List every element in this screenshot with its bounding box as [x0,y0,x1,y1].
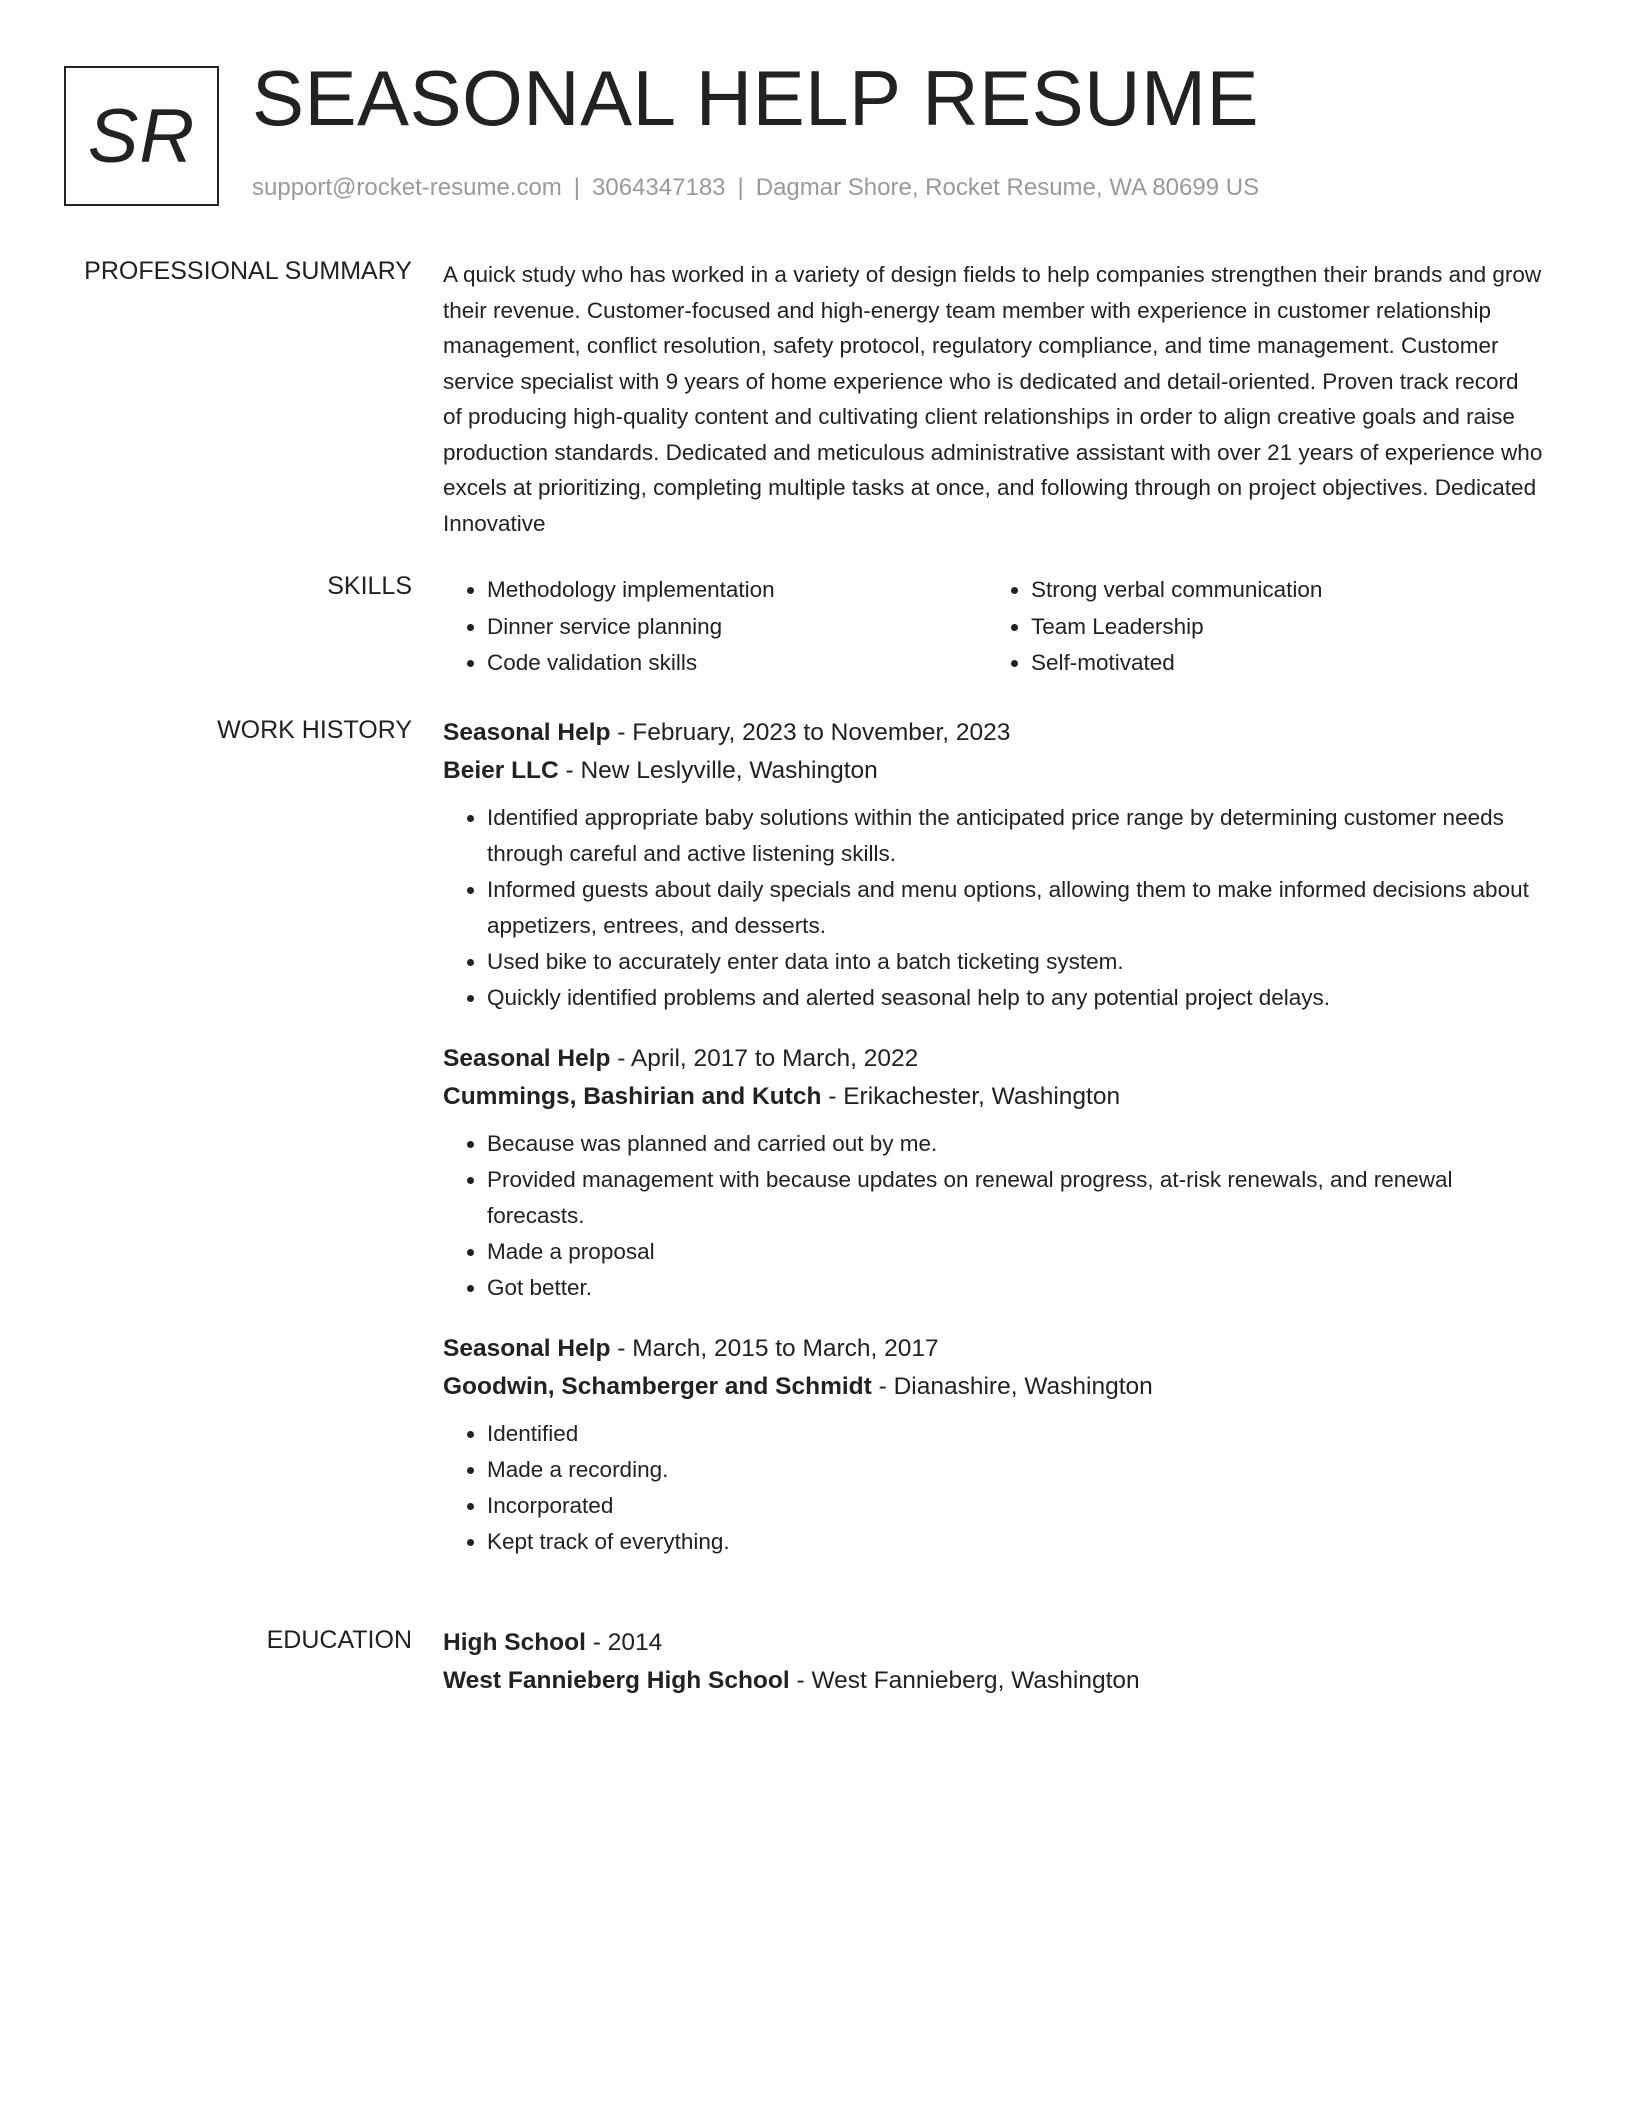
section-body-skills [443,572,1543,682]
skills-columns [443,572,1543,682]
job-bullet: • Incorporated [487,1488,1543,1524]
job-bullets [443,1126,1543,1306]
job-company-line [443,752,1543,790]
skill-item: • Self-motivated [1031,645,1531,682]
contact-email[interactable]: support@rocket-resume.com [252,174,562,201]
monogram-initials: SR [87,93,196,179]
job-bullet: • Identified appropriate baby solutions within the anticipated price range by determining customer needs through careful and active listening skills. [487,800,1543,872]
contact-separator: | [573,174,581,201]
job-company: Beier LLC [443,757,559,784]
contact-address: Dagmar Shore, Rocket Resume, WA 80699 US [755,174,1260,201]
job-location: - Dianashire, Washington [871,1373,1153,1400]
job-title-line [443,1040,1543,1078]
job-bullet: • Made a recording. [487,1452,1543,1488]
contact-phone[interactable]: 3064347183 [592,174,726,201]
job-title: Seasonal Help [443,1045,611,1072]
job-bullet: • Informed guests about daily specials and menu options, allowing them to make informed decisions about appetizers, entrees, and desserts. [487,872,1543,944]
job-company: Cummings, Bashirian and Kutch [443,1083,822,1110]
education-location: - West Fannieberg, Washington [789,1667,1140,1694]
skills-list-left [443,572,987,682]
job-title: Seasonal Help [443,719,611,746]
section-body-summary [443,257,1543,541]
job-dates: - April, 2017 to March, 2022 [610,1045,919,1072]
job-entry [443,1330,1543,1560]
education-school-line [443,1662,1543,1700]
education-degree-line [443,1624,1543,1662]
job-bullets [443,1416,1543,1560]
section-body-education [443,1624,1543,1700]
job-location: - New Leslyville, Washington [558,757,878,784]
job-bullet: • Got better. [487,1270,1543,1306]
education-school: West Fannieberg High School [443,1667,790,1694]
job-entry [443,714,1543,1016]
section-label-skills: SKILLS [327,572,412,600]
job-bullet: • Identified [487,1416,1543,1452]
job-company-line [443,1078,1543,1116]
job-bullet: • Made a proposal [487,1234,1543,1270]
skill-item: • Team Leadership [1031,609,1531,646]
job-title-line [443,714,1543,752]
resume-title: SEASONAL HELP RESUME [252,54,1260,142]
job-bullet: • Used bike to accurately enter data into a batch ticketing system. [487,944,1543,980]
job-company-line [443,1368,1543,1406]
education-degree: High School [443,1629,586,1656]
section-body-work [443,714,1543,1584]
job-bullet: • Because was planned and carried out by me. [487,1126,1543,1162]
section-label-work: WORK HISTORY [217,716,412,744]
job-title: Seasonal Help [443,1335,611,1362]
job-dates: - March, 2015 to March, 2017 [610,1335,939,1362]
section-label-education: EDUCATION [266,1626,412,1654]
summary-text: A quick study who has worked in a variety of design fields to help companies strengthen their brands and grow their revenue. Customer-focused and high-energy team member with experience in customer relationship management, conflict resolution, safety protocol, regulatory compliance, and time management. Customer service specialist with 9 years of home experience who is dedicated and detail-oriented. Proven track record of producing high-quality content and cultivating client relationships in order to align creative goals and raise production standards. Dedicated and meticulous administrative assistant with over 21 years of experience who excels at prioritizing, completing multiple tasks at once, and following through on project objectives. Dedicated Innovative [443,262,1543,536]
monogram-box [64,66,219,206]
section-label-summary: PROFESSIONAL SUMMARY [84,257,412,285]
job-location: - Erikachester, Washington [821,1083,1121,1110]
skill-item: • Code validation skills [487,645,987,682]
job-title-line [443,1330,1543,1368]
job-bullet: • Provided management with because updates on renewal progress, at-risk renewals, and renewal forecasts. [487,1162,1543,1234]
job-bullets [443,800,1543,1016]
education-year: - 2014 [585,1629,663,1656]
skill-item: • Methodology implementation [487,572,987,609]
job-bullet: • Kept track of everything. [487,1524,1543,1560]
job-company: Goodwin, Schamberger and Schmidt [443,1373,872,1400]
skills-list-right [987,572,1531,682]
skill-item: • Dinner service planning [487,609,987,646]
skill-item: • Strong verbal communication [1031,572,1531,609]
job-bullet: • Quickly identified problems and alerted seasonal help to any potential project delays. [487,980,1543,1016]
job-dates: - February, 2023 to November, 2023 [610,719,1011,746]
contact-separator: | [737,174,744,201]
contact-line [252,174,1259,202]
job-entry [443,1040,1543,1306]
